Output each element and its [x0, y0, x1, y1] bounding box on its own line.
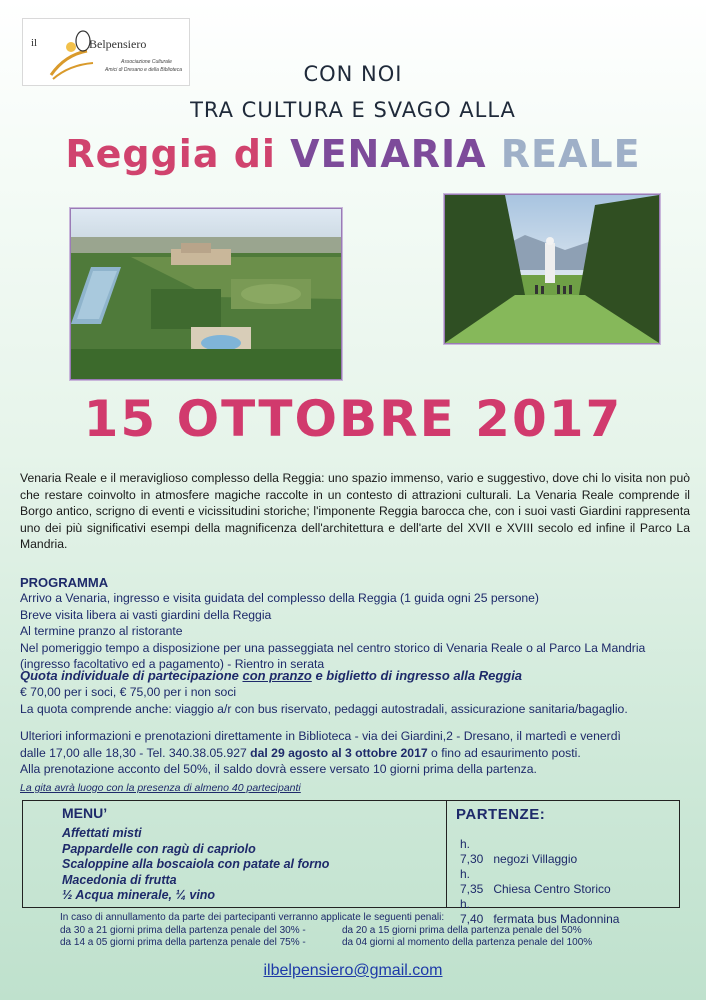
- programma-item: Breve visita libera ai vasti giardini della Reggia: [20, 607, 272, 622]
- programma-list: [20, 590, 690, 673]
- info-line-2c: o fino ad esaurimento posti.: [427, 745, 581, 760]
- quota-includes: La quota comprende anche: viaggio a/r con bus riservato, pedaggi autostradali, assicurazione sanitaria/bagaglio.: [20, 701, 628, 716]
- programma-title: PROGRAMMA: [20, 575, 109, 590]
- logo-subtitle-2: Amici di Dresano e della Biblioteca: [105, 67, 182, 73]
- penalty-cell: da 14 a 05 giorni prima della partenza penale del 75% -: [60, 937, 306, 948]
- menu-list: [62, 826, 329, 904]
- info-line-2a: dalle 17,00 alle 18,30 - Tel. 340.38.05.927: [20, 745, 251, 760]
- minimum-participants-note: La gita avrà luogo con la presenza di almeno 40 partecipanti: [20, 782, 301, 794]
- heading-line-2: TRA CULTURA E SVAGO ALLA: [190, 98, 516, 122]
- quota-details: [20, 684, 690, 717]
- menu-item: Affettati misti: [62, 826, 142, 840]
- partenza-time: h. 7,35: [460, 867, 484, 896]
- programma-item: Al termine pranzo al ristorante: [20, 624, 183, 639]
- penalty-row: [60, 925, 592, 938]
- quota-title-a: Quota individuale di partecipazione: [20, 668, 243, 683]
- partenze-title: PARTENZE:: [456, 806, 546, 823]
- partenza-item: [460, 867, 619, 897]
- garden-avenue-photo: [444, 194, 660, 344]
- partenza-place: Chiesa Centro Storico: [493, 882, 611, 896]
- cancellation-penalties: [60, 912, 592, 950]
- title-part-1: Reggia di: [65, 132, 276, 176]
- aerial-gardens-photo: [70, 208, 342, 380]
- event-date: 15 OTTOBRE 2017: [83, 390, 623, 448]
- intro-paragraph: Venaria Reale e il meraviglioso complesso della Reggia: uno spazio immenso, vario e suggestivo, dove chi lo visita non può che restare coinvolto in atmosfere magiche raccolte in un contesto di attrazioni culturali. La Venaria Reale comprende il Borgo antico, scrigno di eventi e vicissitudini storiche; l'imponente Reggia barocca che, con i suoi vasti Giardini rappresenta uno dei più significativi esempi della magnificenza dell'architettura e dell'arte del XVII e XVIII secolo ed infine il Parco La Mandria.: [20, 471, 690, 552]
- quota-title: [20, 668, 690, 685]
- penalty-row: [60, 937, 592, 950]
- programma-item: Arrivo a Venaria, ingresso e visita guidata del complesso della Reggia (1 guida ogni 25 persone): [20, 591, 539, 605]
- partenza-place: negozi Villaggio: [493, 852, 578, 866]
- logo-prefix: il: [31, 37, 38, 49]
- title-part-3: REALE: [500, 132, 641, 176]
- partenza-item: [460, 837, 619, 867]
- menu-title: MENU’: [62, 805, 108, 821]
- info-line-2: [20, 745, 690, 762]
- logo-name: Belpensiero: [89, 37, 147, 51]
- penalty-cell: da 20 a 15 giorni prima della partenza penale del 50%: [342, 924, 582, 936]
- quota-title-b: con pranzo: [242, 668, 312, 683]
- penalty-cell: da 30 a 21 giorni prima della partenza penale del 30% -: [60, 924, 306, 936]
- partenza-time: h. 7,40: [460, 897, 484, 926]
- menu-item: Scaloppine alla boscaiola con patate al forno: [62, 857, 330, 871]
- penalties-intro: In caso di annullamento da parte dei partecipanti verranno applicate le seguenti penali:: [60, 912, 445, 923]
- heading-line-1: CON NOI: [303, 62, 403, 86]
- partenza-place: fermata bus Madonnina: [493, 912, 620, 926]
- logo-subtitle-1: Associazione Culturale: [121, 59, 172, 65]
- partenza-time: h. 7,30: [460, 837, 484, 866]
- booking-info: [20, 728, 690, 778]
- contact-email-link[interactable]: ilbelpensiero@gmail.com: [263, 962, 443, 979]
- menu-item: Pappardelle con ragù di capriolo: [62, 841, 256, 856]
- info-booking-dates: dal 29 agosto al 3 ottobre 2017: [250, 745, 428, 760]
- info-line-3: Alla prenotazione acconto del 50%, il saldo dovrà essere versato 10 giorni prima della partenza.: [20, 762, 537, 777]
- menu-item: ½ Acqua minerale, ¼ vino: [62, 888, 216, 902]
- menu-divider: [446, 800, 447, 908]
- quota-title-c: e biglietto di ingresso alla Reggia: [311, 668, 523, 683]
- penalty-cell: da 04 giorni al momento della partenza penale del 100%: [342, 937, 593, 948]
- menu-item: Macedonia di frutta: [62, 872, 177, 887]
- programma-item: Nel pomeriggio tempo a disposizione per una passeggiata nel centro storico di Venaria Reale o al Parco La Mandria (ingresso facoltativo ed a pagamento) - Rientro in serata: [20, 640, 646, 672]
- page-title: [0, 132, 706, 176]
- info-line-1: Ulteriori informazioni e prenotazioni direttamente in Biblioteca - via dei Giardini,2 - Dresano, il martedì e venerdì: [20, 729, 621, 743]
- title-part-2: VENARIA: [290, 132, 487, 176]
- quota-prices: € 70,00 per i soci, € 75,00 per i non soci: [20, 685, 237, 699]
